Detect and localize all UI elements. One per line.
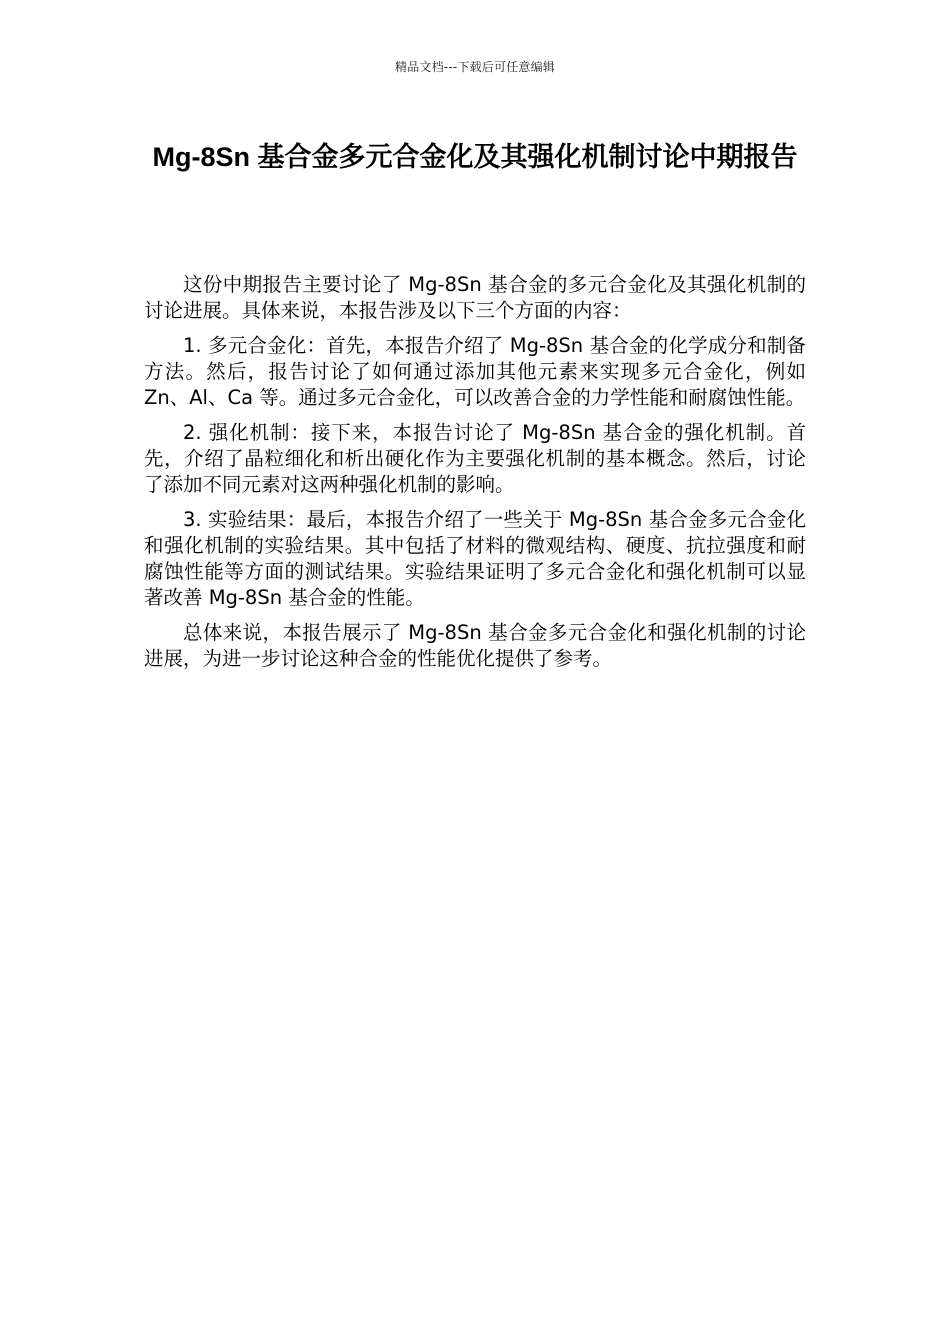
- paragraph-results: 3. 实验结果：最后，本报告介绍了一些关于 Mg-8Sn 基合金多元合金化和强化机制的实验结果。其中包括了材料的微观结构、硬度、抗拉强度和耐腐蚀性能等方面的测试结果。实验结果证明了多元合金化和强化机制可以显著改善 Mg-8Sn 基合金的性能。: [144, 508, 806, 609]
- paragraph-alloying: 1. 多元合金化：首先，本报告介绍了 Mg-8Sn 基合金的化学成分和制备方法。然后，报告讨论了如何通过添加其他元素来实现多元合金化，例如 Zn、Al、Ca 等。通过多元合金化，可以改善合金的力学性能和耐腐蚀性能。: [144, 334, 806, 409]
- page-header-note: 精品文档---下载后可任意编辑: [395, 60, 555, 74]
- paragraph-strengthening: 2. 强化机制：接下来，本报告讨论了 Mg-8Sn 基合金的强化机制。首先，介绍了晶粒细化和析出硬化作为主要强化机制的基本概念。然后，讨论了添加不同元素对这两种强化机制的影响。: [144, 421, 806, 496]
- paragraph-intro: 这份中期报告主要讨论了 Mg-8Sn 基合金的多元合金化及其强化机制的讨论进展。具体来说，本报告涉及以下三个方面的内容：: [144, 273, 806, 322]
- document-title: Mg-8Sn 基合金多元合金化及其强化机制讨论中期报告: [152, 142, 798, 172]
- document-body: [144, 272, 806, 681]
- paragraph-summary: 总体来说，本报告展示了 Mg-8Sn 基合金多元合金化和强化机制的讨论进展，为进一步讨论这种合金的性能优化提供了参考。: [144, 621, 806, 670]
